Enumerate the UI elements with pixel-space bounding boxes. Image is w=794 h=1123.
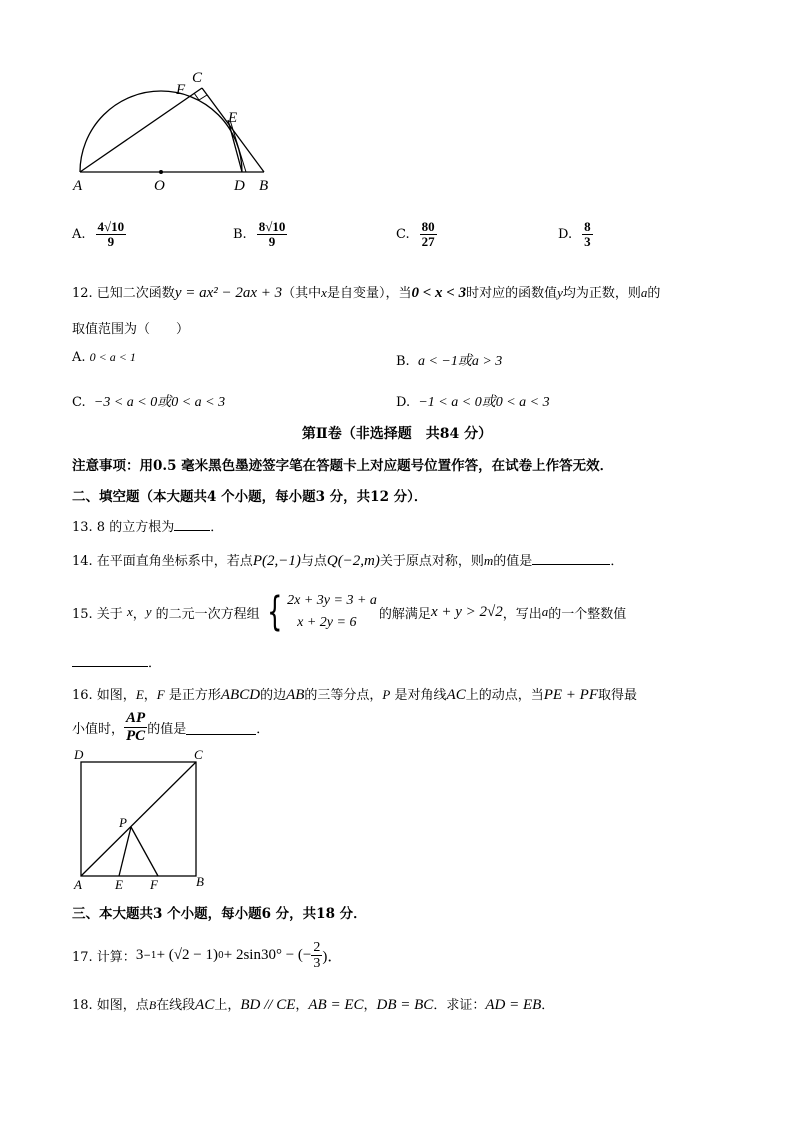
- option-letter: B.: [233, 227, 247, 243]
- label-A: A: [74, 877, 82, 892]
- semicircle-arc: [80, 91, 242, 172]
- label-B: B: [196, 874, 204, 889]
- part2-notice: 注意事项：用0.5 毫米黑色墨迹签字笔在答题卡上对应题号位置作答，在试卷上作答无效．: [72, 458, 614, 474]
- q17-fraction: $\frac{2}{3}$: [313, 940, 321, 972]
- q11-figure: [70, 62, 280, 197]
- option-letter: A.: [72, 227, 86, 243]
- q15-answer-blank[interactable]: [72, 665, 148, 667]
- q15-answer-line: ．: [72, 652, 161, 671]
- part2-title: 第Ⅱ卷（非选择题 共84 分）: [301, 426, 493, 442]
- option-fraction: $\frac{8}{3}$: [584, 219, 591, 250]
- label-O: O: [154, 178, 165, 194]
- section3-heading: 三、本大题共3 个小题，每小题6 分，共18 分．: [72, 906, 367, 922]
- label-B: B: [259, 178, 269, 194]
- option-fraction: $\frac{80}{27}$: [421, 219, 435, 250]
- equation-1: 2x + 3y = 3 + a: [287, 593, 377, 608]
- option-fraction: $\frac{8√10}{9}$: [258, 219, 286, 250]
- line-ED: [228, 120, 242, 172]
- q16-line1: 16. 如图，E，F 是正方形ABCD的边AB的三等分点，P 是对角线AC上的动点，当PE + PF取得最: [72, 687, 638, 703]
- option-fraction: $\frac{4√10}{9}$: [97, 219, 125, 250]
- q12-option-a[interactable]: A. 0 < a < 1: [72, 350, 136, 365]
- q11-option-b[interactable]: [233, 220, 287, 250]
- q12-stem-line1: 12. 已知二次函数y = ax² − 2ax + 3（其中x是自变量），当0 < x < 3时对应的函数值y均为正数，则a的: [72, 285, 661, 301]
- label-C: C: [192, 70, 203, 86]
- q13: 13. 8 的立方根为 ．: [72, 520, 224, 535]
- label-E: E: [228, 110, 238, 126]
- q16-figure: [70, 746, 220, 894]
- q15: 15. 关于 x ， y 的二元一次方程组 { 2x + 3y = 3 + a x + 2y = 6 的解满足 x + y > 2√2 ，写出 a 的一个整数值: [72, 589, 627, 636]
- q14: 14. 在平面直角坐标系中，若点P(2,−1)与点Q(−2,m)关于原点对称，则m的值是 ．: [72, 553, 624, 569]
- q12-stem-line2: 取值范围为（ ）: [72, 322, 190, 337]
- label-E: E: [115, 877, 123, 892]
- label-D: D: [74, 747, 84, 762]
- option-letter: C.: [396, 227, 410, 243]
- option-letter: D.: [558, 227, 573, 243]
- q11-option-d[interactable]: [558, 220, 593, 250]
- q18: 18. 如图，点B在线段AC上，BD // CE，AB = EC，DB = BC．求证：AD = EB．: [72, 997, 555, 1013]
- label-C: C: [194, 747, 203, 762]
- label-A: A: [73, 178, 83, 194]
- q16-fraction: $\frac{AP}{PC}$: [126, 710, 146, 744]
- q16-line2: 小值时， $\frac{AP}{PC}$ 的值是 ．: [72, 710, 270, 744]
- q11-option-a[interactable]: [72, 220, 126, 250]
- q12-option-b[interactable]: B. a < −1或a > 3: [396, 354, 503, 369]
- equation-2: x + 2y = 6: [297, 615, 357, 631]
- q15-equation-system: [262, 590, 377, 635]
- left-brace: {: [266, 589, 283, 636]
- q14-answer-blank[interactable]: [532, 563, 610, 565]
- segment-PE: [119, 827, 131, 876]
- q17: 17. 计算： 3 −1 + (√2 − 1) 0 + 2sin30° − (− $\frac{2}{3}$ )．: [72, 940, 343, 972]
- q12-option-c[interactable]: C. −3 < a < 0或0 < a < 3: [72, 395, 226, 410]
- center-dot-O: [159, 170, 163, 174]
- line-EB: [230, 120, 246, 172]
- label-D: D: [234, 178, 245, 194]
- label-F: F: [150, 877, 158, 892]
- q11-option-c[interactable]: [396, 220, 437, 250]
- line-AC: [80, 88, 202, 172]
- segment-PF: [131, 827, 158, 876]
- section2-heading: 二、填空题（本大题共4 个小题，每小题3 分，共12 分）．: [72, 489, 428, 505]
- diagonal-AC: [81, 762, 196, 876]
- q13-answer-blank[interactable]: [174, 529, 210, 531]
- q12-option-d[interactable]: D. −1 < a < 0或0 < a < 3: [396, 395, 550, 410]
- q16-answer-blank[interactable]: [186, 733, 256, 735]
- label-F: F: [176, 82, 186, 98]
- label-P: P: [119, 815, 127, 830]
